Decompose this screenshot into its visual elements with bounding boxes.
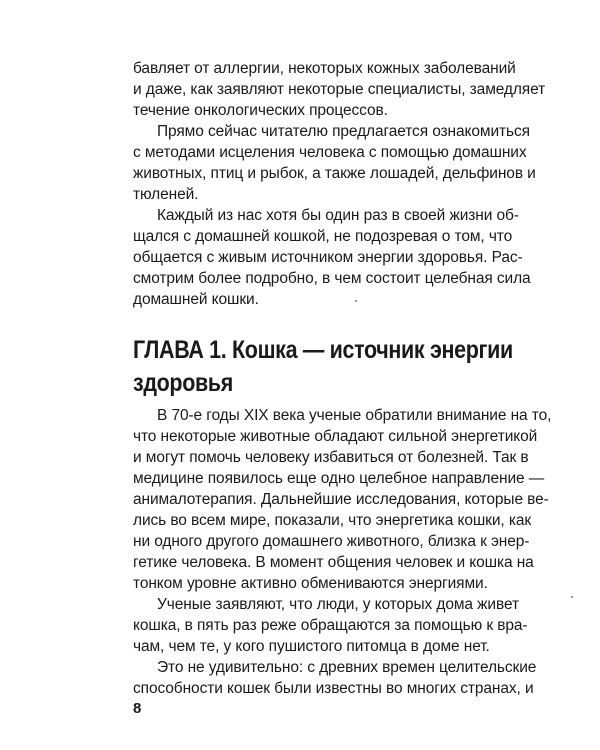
body-p1-line-9: тонком уровне активно обмениваются энергиями.: [133, 575, 488, 592]
body-p2-line-2: кошка, в пять раз реже обращаются за помощью к вра-: [133, 617, 528, 634]
chapter-title-line-2: здоровья: [133, 369, 233, 397]
intro-p2-line-1: Прямо сейчас читателю предлагается ознакомиться: [157, 123, 530, 140]
body-p2-line-3: чам, чем те, у кого пушистого питомца в доме нет.: [133, 638, 490, 655]
body-p3-line-1: Это не удивительно: с древних времен целительские: [157, 659, 537, 676]
body-p1-line-6: лись во всем мире, показали, что энергетика кошки, как: [133, 512, 532, 529]
body-p2-line-1: Ученые заявляют, что люди, у которых дома живет: [157, 596, 519, 613]
intro-p1-line-3: течение онкологических процессов.: [133, 102, 388, 119]
intro-p3-line-4: смотрим более подробно, в чем состоит целебная сила: [133, 270, 531, 287]
intro-p1-line-1: бавляет от аллергии, некоторых кожных заболеваний: [133, 60, 516, 77]
intro-p3-line-1: Каждый из нас хотя бы один раз в своей жизни об-: [157, 207, 519, 224]
scan-speck: [571, 596, 573, 598]
intro-p2-line-3: животных, птиц и рыбок, а также лошадей, дельфинов и: [133, 165, 536, 182]
body-p1-line-3: и могут помочь человеку избавиться от болезней. Так в: [133, 449, 529, 466]
intro-p2-line-2: с методами исцеления человека с помощью домашних: [133, 144, 527, 161]
intro-p1-line-2: и даже, как заявляют некоторые специалисты, замедляет: [133, 81, 546, 98]
body-p1-line-8: гетике человека. В момент общения человек и кошка на: [133, 554, 534, 571]
body-p1-line-5: анималотерапия. Дальнейшие исследования, которые ве-: [133, 491, 549, 508]
scan-speck: [355, 300, 357, 302]
intro-p3-line-5: домашней кошки.: [133, 291, 259, 308]
intro-p3-line-3: общается с живым источником энергии здоровья. Рас-: [133, 249, 523, 266]
intro-p2-line-4: тюленей.: [133, 186, 199, 203]
body-p1-line-2: что некоторые животные обладают сильной энергетикой: [133, 428, 538, 445]
page-number: 8: [133, 700, 142, 717]
body-p1-line-7: ни одного другого домашнего животного, близка к энер-: [133, 533, 530, 550]
body-p1-line-4: медицине появилось еще одно целебное направление —: [133, 470, 545, 487]
chapter-title-line-1: ГЛАВА 1. Кошка — источник энергии: [133, 336, 513, 364]
body-p3-line-2: способности кошек были известны во многих странах, и: [133, 680, 534, 697]
body-p1-line-1: В 70-е годы XIX века ученые обратили внимание на то,: [157, 407, 552, 424]
intro-p3-line-2: щался с домашней кошкой, не подозревая о том, что: [133, 228, 513, 245]
